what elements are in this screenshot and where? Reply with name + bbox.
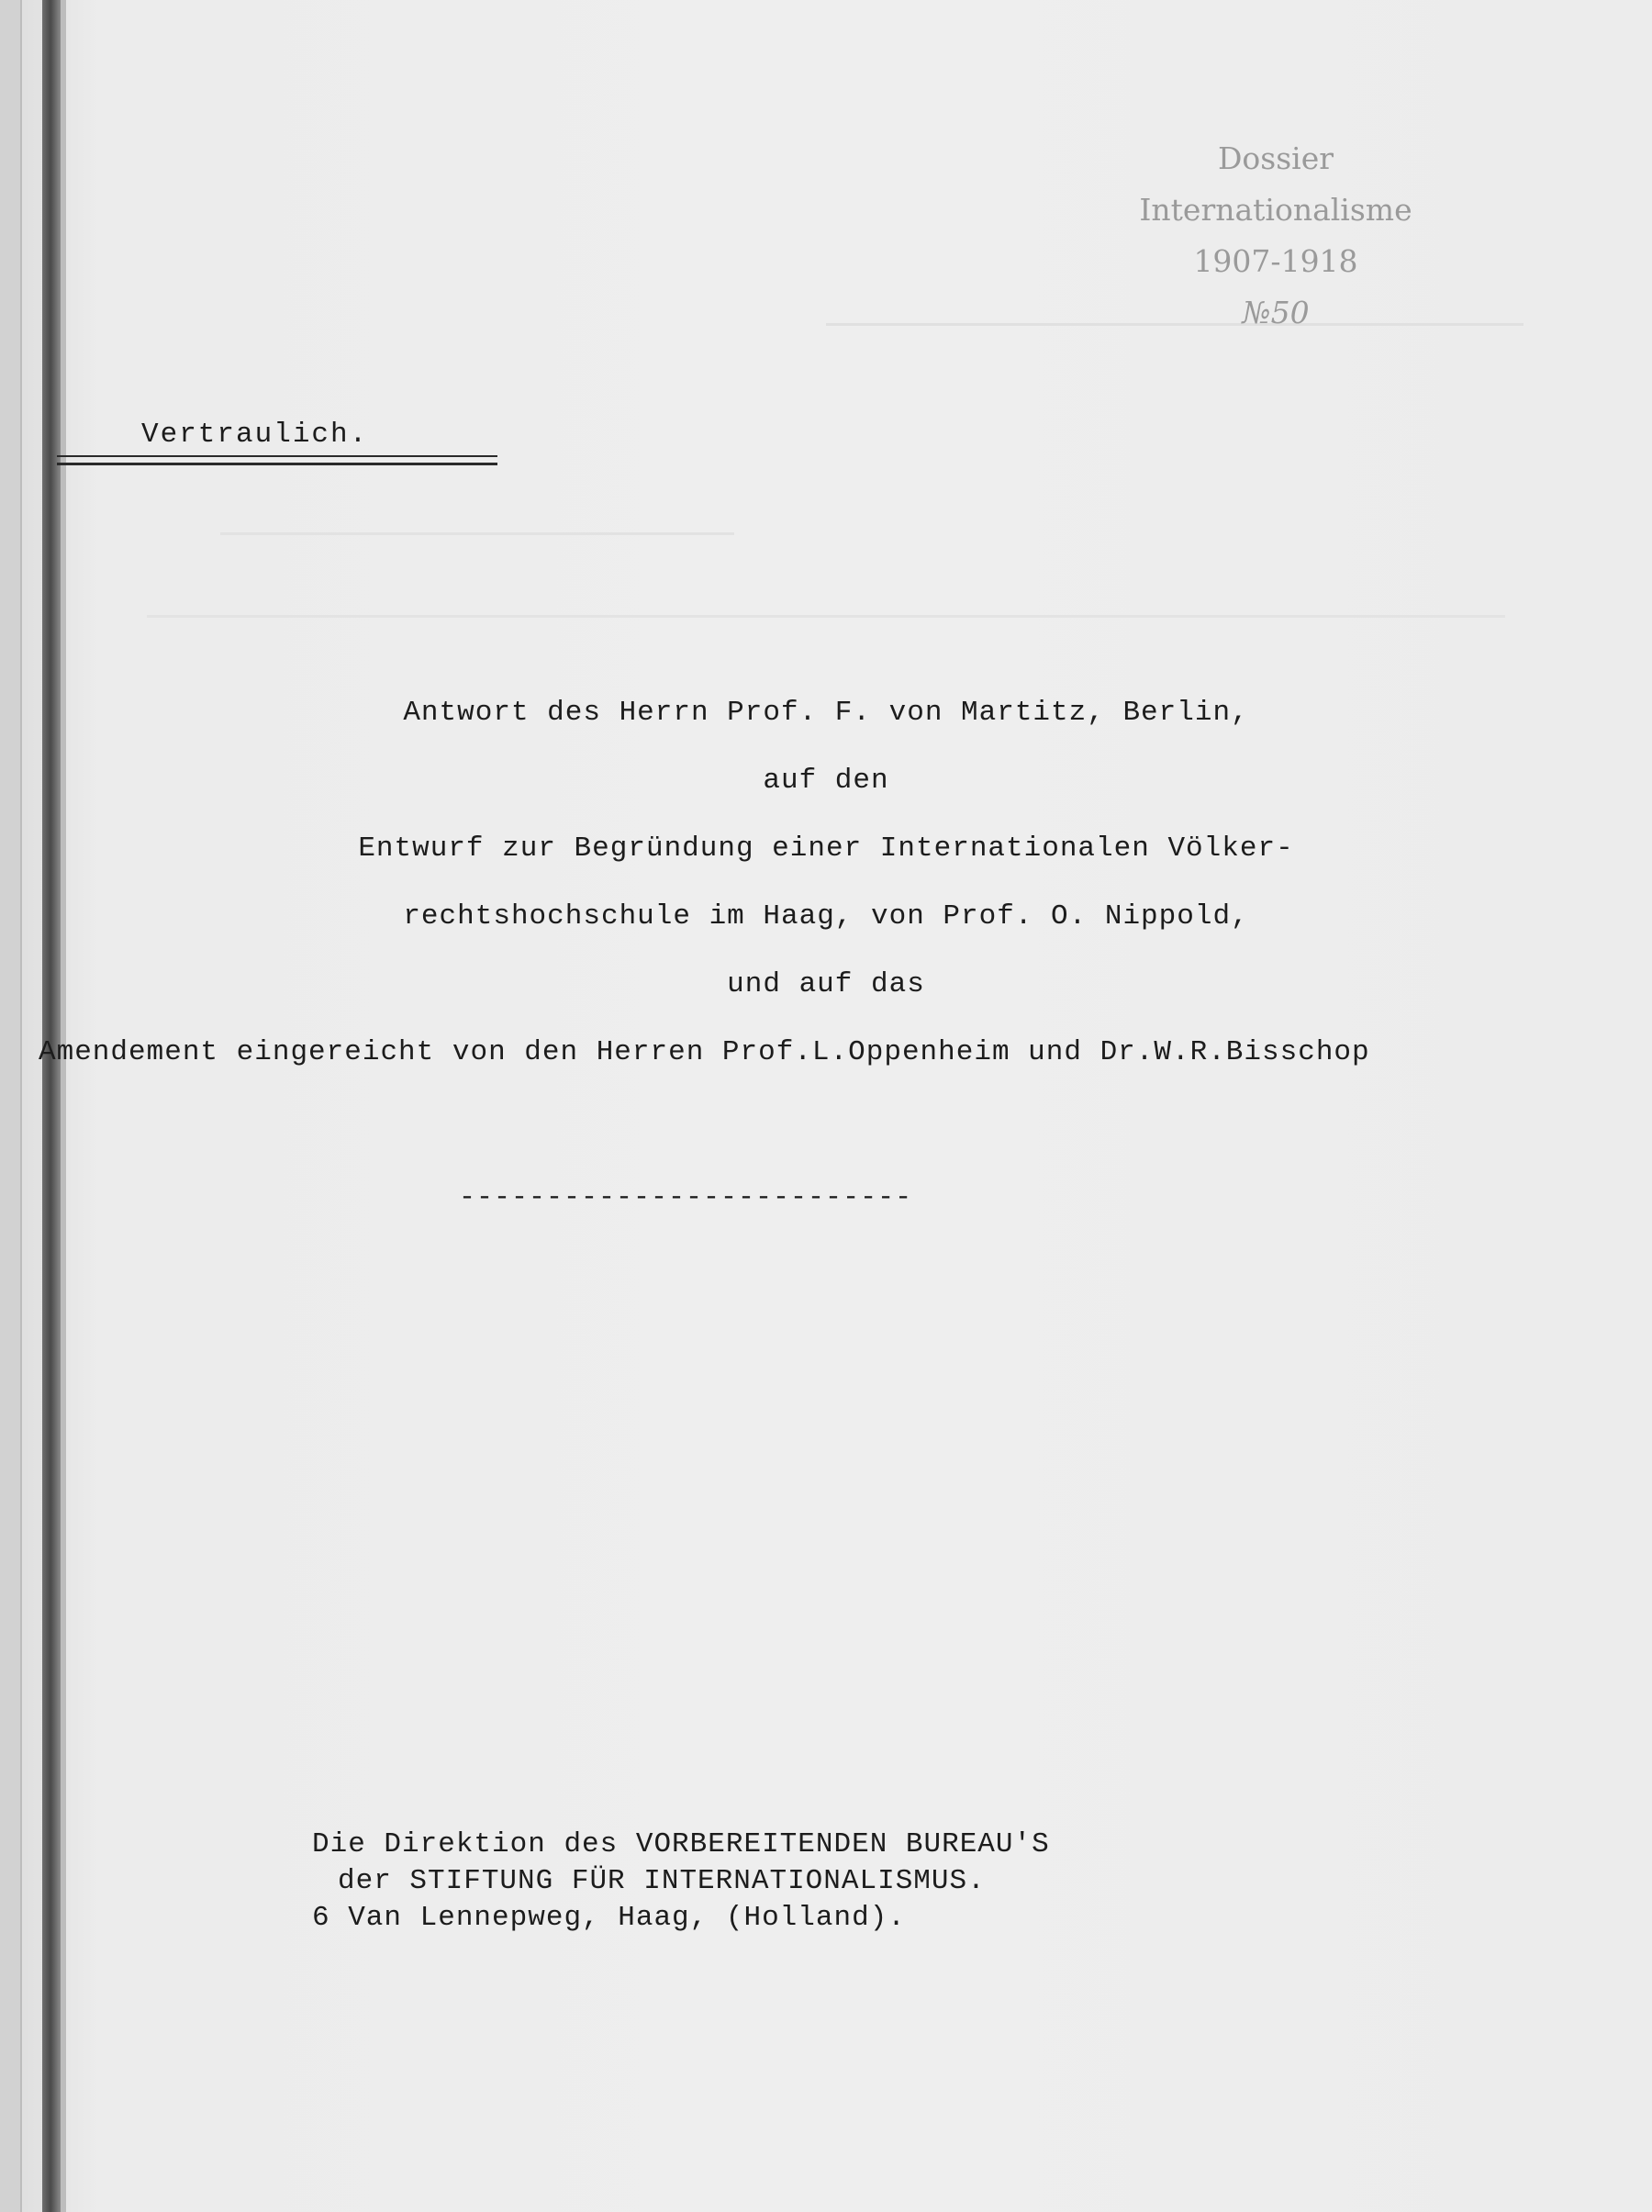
title-line: Amendement eingereicht von den Herren Prof.L.Oppenheim und Dr.W.R.Bisschop bbox=[39, 1036, 1370, 1068]
binding-shadow bbox=[42, 0, 61, 2212]
stamp-line: Internationalisme bbox=[1139, 192, 1412, 228]
title-line: rechtshochschule im Haag, von Prof. O. Nippold, bbox=[403, 900, 1249, 933]
stamp-line: 1907-1918 bbox=[1193, 243, 1358, 279]
title-block bbox=[0, 690, 1652, 1098]
stamp-number: №50 bbox=[1242, 295, 1310, 330]
title-line: Entwurf zur Begründung einer Internationalen Völker- bbox=[358, 832, 1294, 865]
signature-block bbox=[312, 1827, 1322, 1937]
archive-stamp bbox=[1083, 133, 1468, 339]
signature-line: 6 Van Lennepweg, Haag, (Holland). bbox=[312, 1902, 906, 1934]
heading-text: Vertraulich. bbox=[141, 419, 369, 451]
stamp-line: Dossier bbox=[1217, 140, 1334, 176]
separator-line: -------------------------- bbox=[459, 1182, 913, 1213]
show-through-texture bbox=[220, 532, 734, 535]
confidential-heading bbox=[57, 419, 497, 451]
title-line: auf den bbox=[763, 765, 889, 797]
binding-strip bbox=[0, 0, 22, 2212]
signature-line: Die Direktion des VORBEREITENDEN BUREAU'S bbox=[312, 1828, 1050, 1860]
show-through-texture bbox=[147, 615, 1505, 618]
signature-line: der STIFTUNG FÜR INTERNATIONALISMUS. bbox=[338, 1865, 986, 1897]
title-line: und auf das bbox=[727, 968, 925, 1000]
title-line: Antwort des Herrn Prof. F. von Martitz, Berlin, bbox=[403, 697, 1249, 729]
binding-edge bbox=[61, 0, 66, 2212]
heading-underline bbox=[57, 455, 497, 457]
heading-underline-double bbox=[57, 463, 497, 465]
